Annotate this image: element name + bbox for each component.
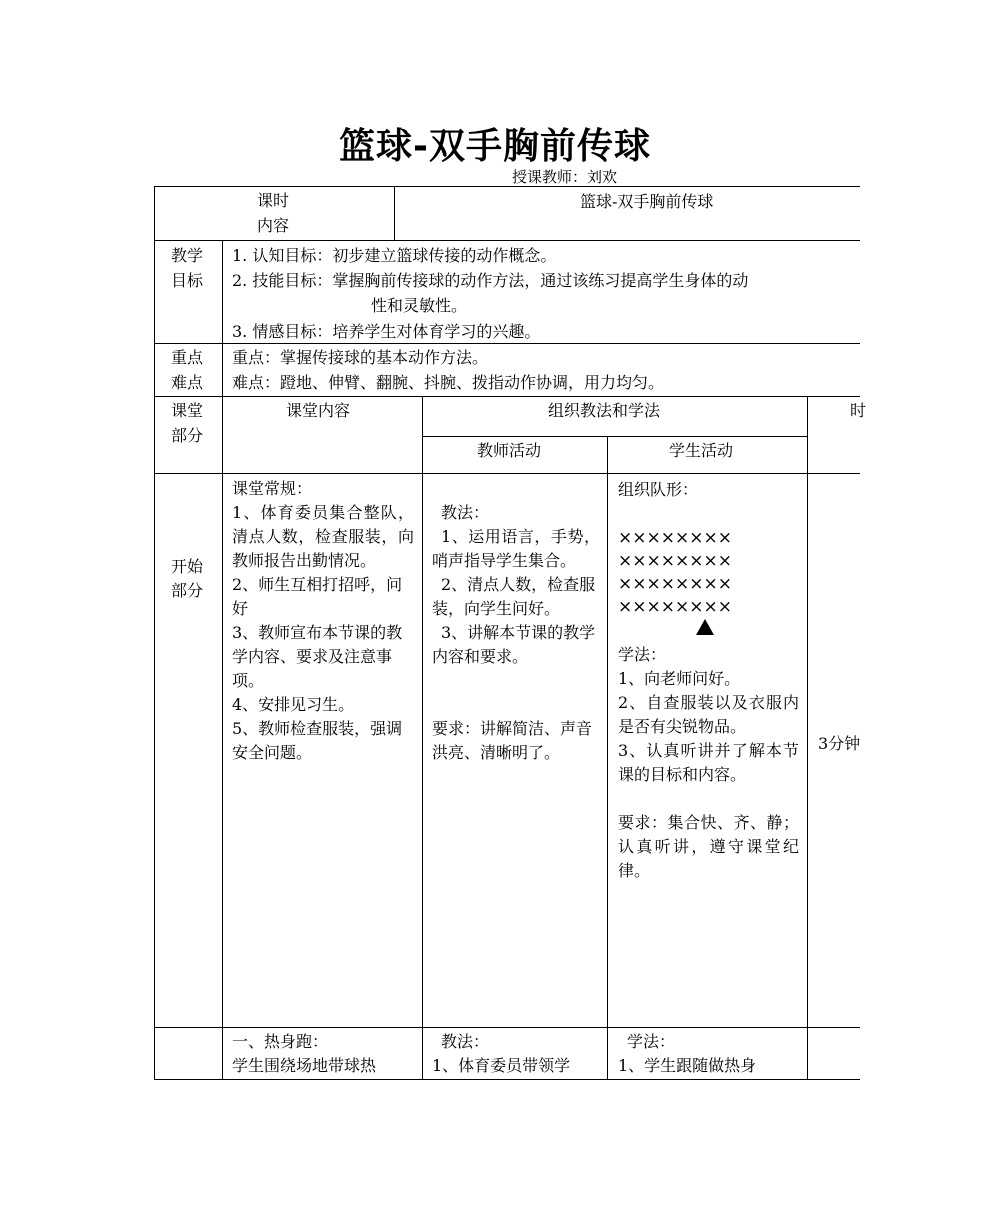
start-section-label: 开始	[171, 557, 204, 576]
formation-row: ××××××××	[618, 528, 732, 548]
keypoints-label: 难点	[171, 373, 204, 392]
warmup-text: 学生围绕场地带球热	[232, 1056, 377, 1075]
formation-row: ××××××××	[618, 597, 732, 617]
row-border	[154, 343, 860, 344]
warmup-title: 一、热身跑：	[232, 1032, 329, 1051]
keypoints-label: 重点	[171, 348, 204, 367]
row-border	[154, 240, 860, 241]
row-border	[154, 1027, 860, 1028]
list-item: 5、教师检查服装，强调安全问题。	[232, 719, 403, 762]
list-item: 1、体育委员集合整队，清点人数，检查服装，向教师报告出勤情况。	[232, 503, 414, 570]
start-time: 3分钟	[818, 734, 861, 753]
section-header: 课堂	[171, 401, 204, 420]
row-border	[154, 1079, 860, 1080]
section-header: 部分	[171, 426, 204, 445]
objective-skill-cont: 性和灵敏性。	[371, 296, 468, 315]
teacher-activity-header: 教师活动	[477, 441, 542, 460]
list-item: 2、清点人数，检查服装，向学生问好。	[432, 575, 596, 618]
warmup-teacher-text: 1、体育委员带领学	[432, 1056, 571, 1075]
teacher-name: 授课教师：刘欢	[512, 168, 618, 186]
list-item: 1、运用语言，手势，哨声指导学生集合。	[432, 527, 600, 570]
list-item: 课堂常规：	[232, 479, 313, 498]
list-item: 3、讲解本节课的教学内容和要求。	[432, 623, 596, 666]
teacher-method-title: 教法：	[441, 503, 490, 522]
student-requirement: 要求：集合快、齐、静；认真听讲，遵守课堂纪律。	[618, 813, 799, 880]
row-border	[154, 186, 860, 187]
lesson-label: 课时	[257, 191, 290, 210]
methods-header: 组织教法和学法	[548, 401, 661, 420]
warmup-student-text: 1、学生跟随做热身	[618, 1056, 757, 1075]
objective-skill: 2. 技能目标：掌握胸前传接球的动作方法，通过该练习提高学生身体的动	[232, 271, 749, 290]
col-border	[394, 186, 395, 240]
objective-cognitive: 1. 认知目标：初步建立篮球传接的动作概念。	[232, 246, 557, 265]
student-activity-header: 学生活动	[669, 441, 734, 460]
warmup-student-title: 学法：	[627, 1032, 676, 1051]
col-border	[807, 396, 808, 1080]
objective-affective: 3. 情感目标：培养学生对体育学习的兴趣。	[232, 322, 541, 341]
formation-row: ××××××××	[618, 551, 732, 571]
list-item: 3、教师宣布本节课的教学内容、要求及注意事项。	[232, 623, 403, 690]
time-header: 时	[850, 401, 867, 420]
list-item: 2、师生互相打招呼，问好	[232, 575, 403, 618]
col-border	[607, 436, 608, 1080]
lesson-topic: 篮球-双手胸前传球	[580, 192, 714, 211]
page-title: 篮球-双手胸前传球	[339, 126, 651, 167]
list-item: 4、安排见习生。	[232, 695, 355, 714]
row-border	[154, 473, 860, 474]
objectives-label: 目标	[171, 271, 204, 290]
col-border	[422, 396, 423, 1080]
start-section-label: 部分	[171, 581, 204, 600]
start-content-cell	[232, 477, 414, 765]
objectives-label: 教学	[171, 246, 204, 265]
list-item: 3、认真听讲并了解本节课的目标和内容。	[618, 741, 799, 784]
formation-title: 组织队形：	[618, 480, 699, 499]
difficulty-point: 难点：蹬地、伸臂、翻腕、抖腕、拨指动作协调，用力均匀。	[232, 373, 665, 392]
col-border	[222, 240, 223, 1080]
warmup-teacher-title: 教法：	[441, 1032, 490, 1051]
row-border	[154, 396, 860, 397]
start-student-cell	[618, 643, 799, 883]
list-item: 2、自查服装以及衣服内是否有尖锐物品。	[618, 693, 799, 736]
teacher-requirement: 要求：讲解简洁、声音洪亮、清晰明了。	[432, 719, 593, 762]
student-method-title: 学法：	[618, 645, 667, 664]
formation-row: ××××××××	[618, 574, 732, 594]
key-point: 重点：掌握传接球的基本动作方法。	[232, 348, 489, 367]
teacher-triangle-icon	[696, 619, 714, 635]
start-teacher-cell	[432, 501, 600, 765]
col-border	[154, 186, 155, 1080]
row-border	[422, 436, 807, 437]
content-header: 课堂内容	[286, 401, 351, 420]
list-item: 1、向老师问好。	[618, 669, 741, 688]
lesson-label: 内容	[257, 216, 290, 235]
